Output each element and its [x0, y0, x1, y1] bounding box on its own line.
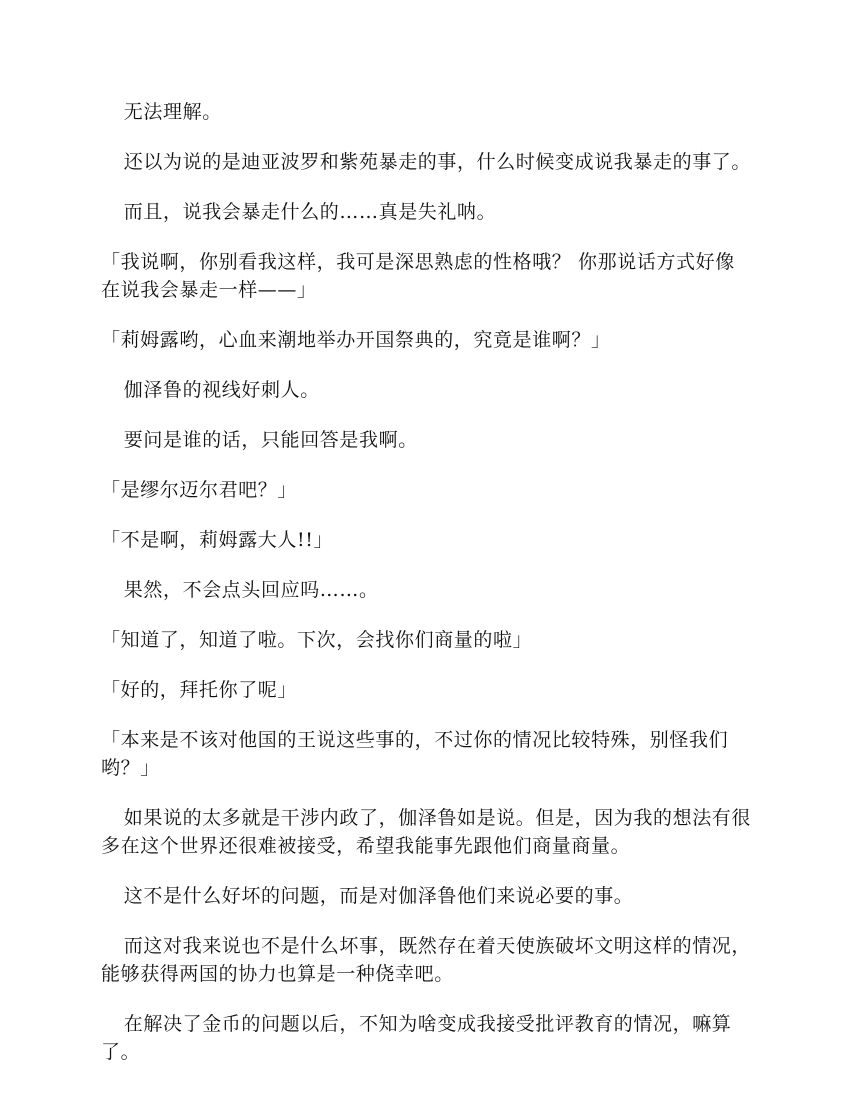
dialogue-line: 「不是啊，莉姆露大人!!」: [101, 529, 334, 551]
dialogue-line: 「我说啊，你别看我这样，我可是深思熟虑的性格哦？ 你那说话方式好像在说我会暴走一样——」: [101, 251, 735, 301]
paragraph: 果然，不会点头回应吗……。: [123, 579, 379, 601]
paragraph: 伽泽鲁的视线好刺人。: [123, 379, 320, 401]
paragraph: 要问是谁的话，只能回答是我啊。: [123, 429, 418, 451]
dialogue-line: 「是缪尔迈尔君吧？」: [101, 479, 298, 501]
paragraph: 在解决了金币的问题以后，不知为啥变成我接受批评教育的情况，嘛算了。: [101, 1013, 732, 1063]
paragraph: 而这对我来说也不是什么坏事，既然存在着天使族破坏文明这样的情况，能够获得两国的协力也算是一种侥幸吧。: [101, 935, 751, 985]
text-body: [101, 98, 751, 1088]
paragraph: 如果说的太多就是干涉内政了，伽泽鲁如是说。但是，因为我的想法有很多在这个世界还很难被接受，希望我能事先跟他们商量商量。: [101, 807, 751, 857]
dialogue-line: 「莉姆露哟，心血来潮地举办开国祭典的，究竟是谁啊？」: [101, 329, 611, 351]
paragraph: 这不是什么好坏的问题，而是对伽泽鲁他们来说必要的事。: [123, 885, 634, 907]
paragraph: 无法理解。: [123, 101, 222, 123]
paragraph: 还以为说的是迪亚波罗和紫苑暴走的事，什么时候变成说我暴走的事了。: [123, 151, 751, 173]
dialogue-line: 「好的，拜托你了呢」: [101, 679, 298, 701]
dialogue-line: 「知道了，知道了啦。下次，会找你们商量的啦」: [101, 629, 533, 651]
dialogue-line: 「本来是不该对他国的王说这些事的，不过你的情况比较特殊，别怪我们哟？」: [101, 729, 729, 779]
paragraph: 而且，说我会暴走什么的……真是失礼呐。: [123, 201, 497, 223]
